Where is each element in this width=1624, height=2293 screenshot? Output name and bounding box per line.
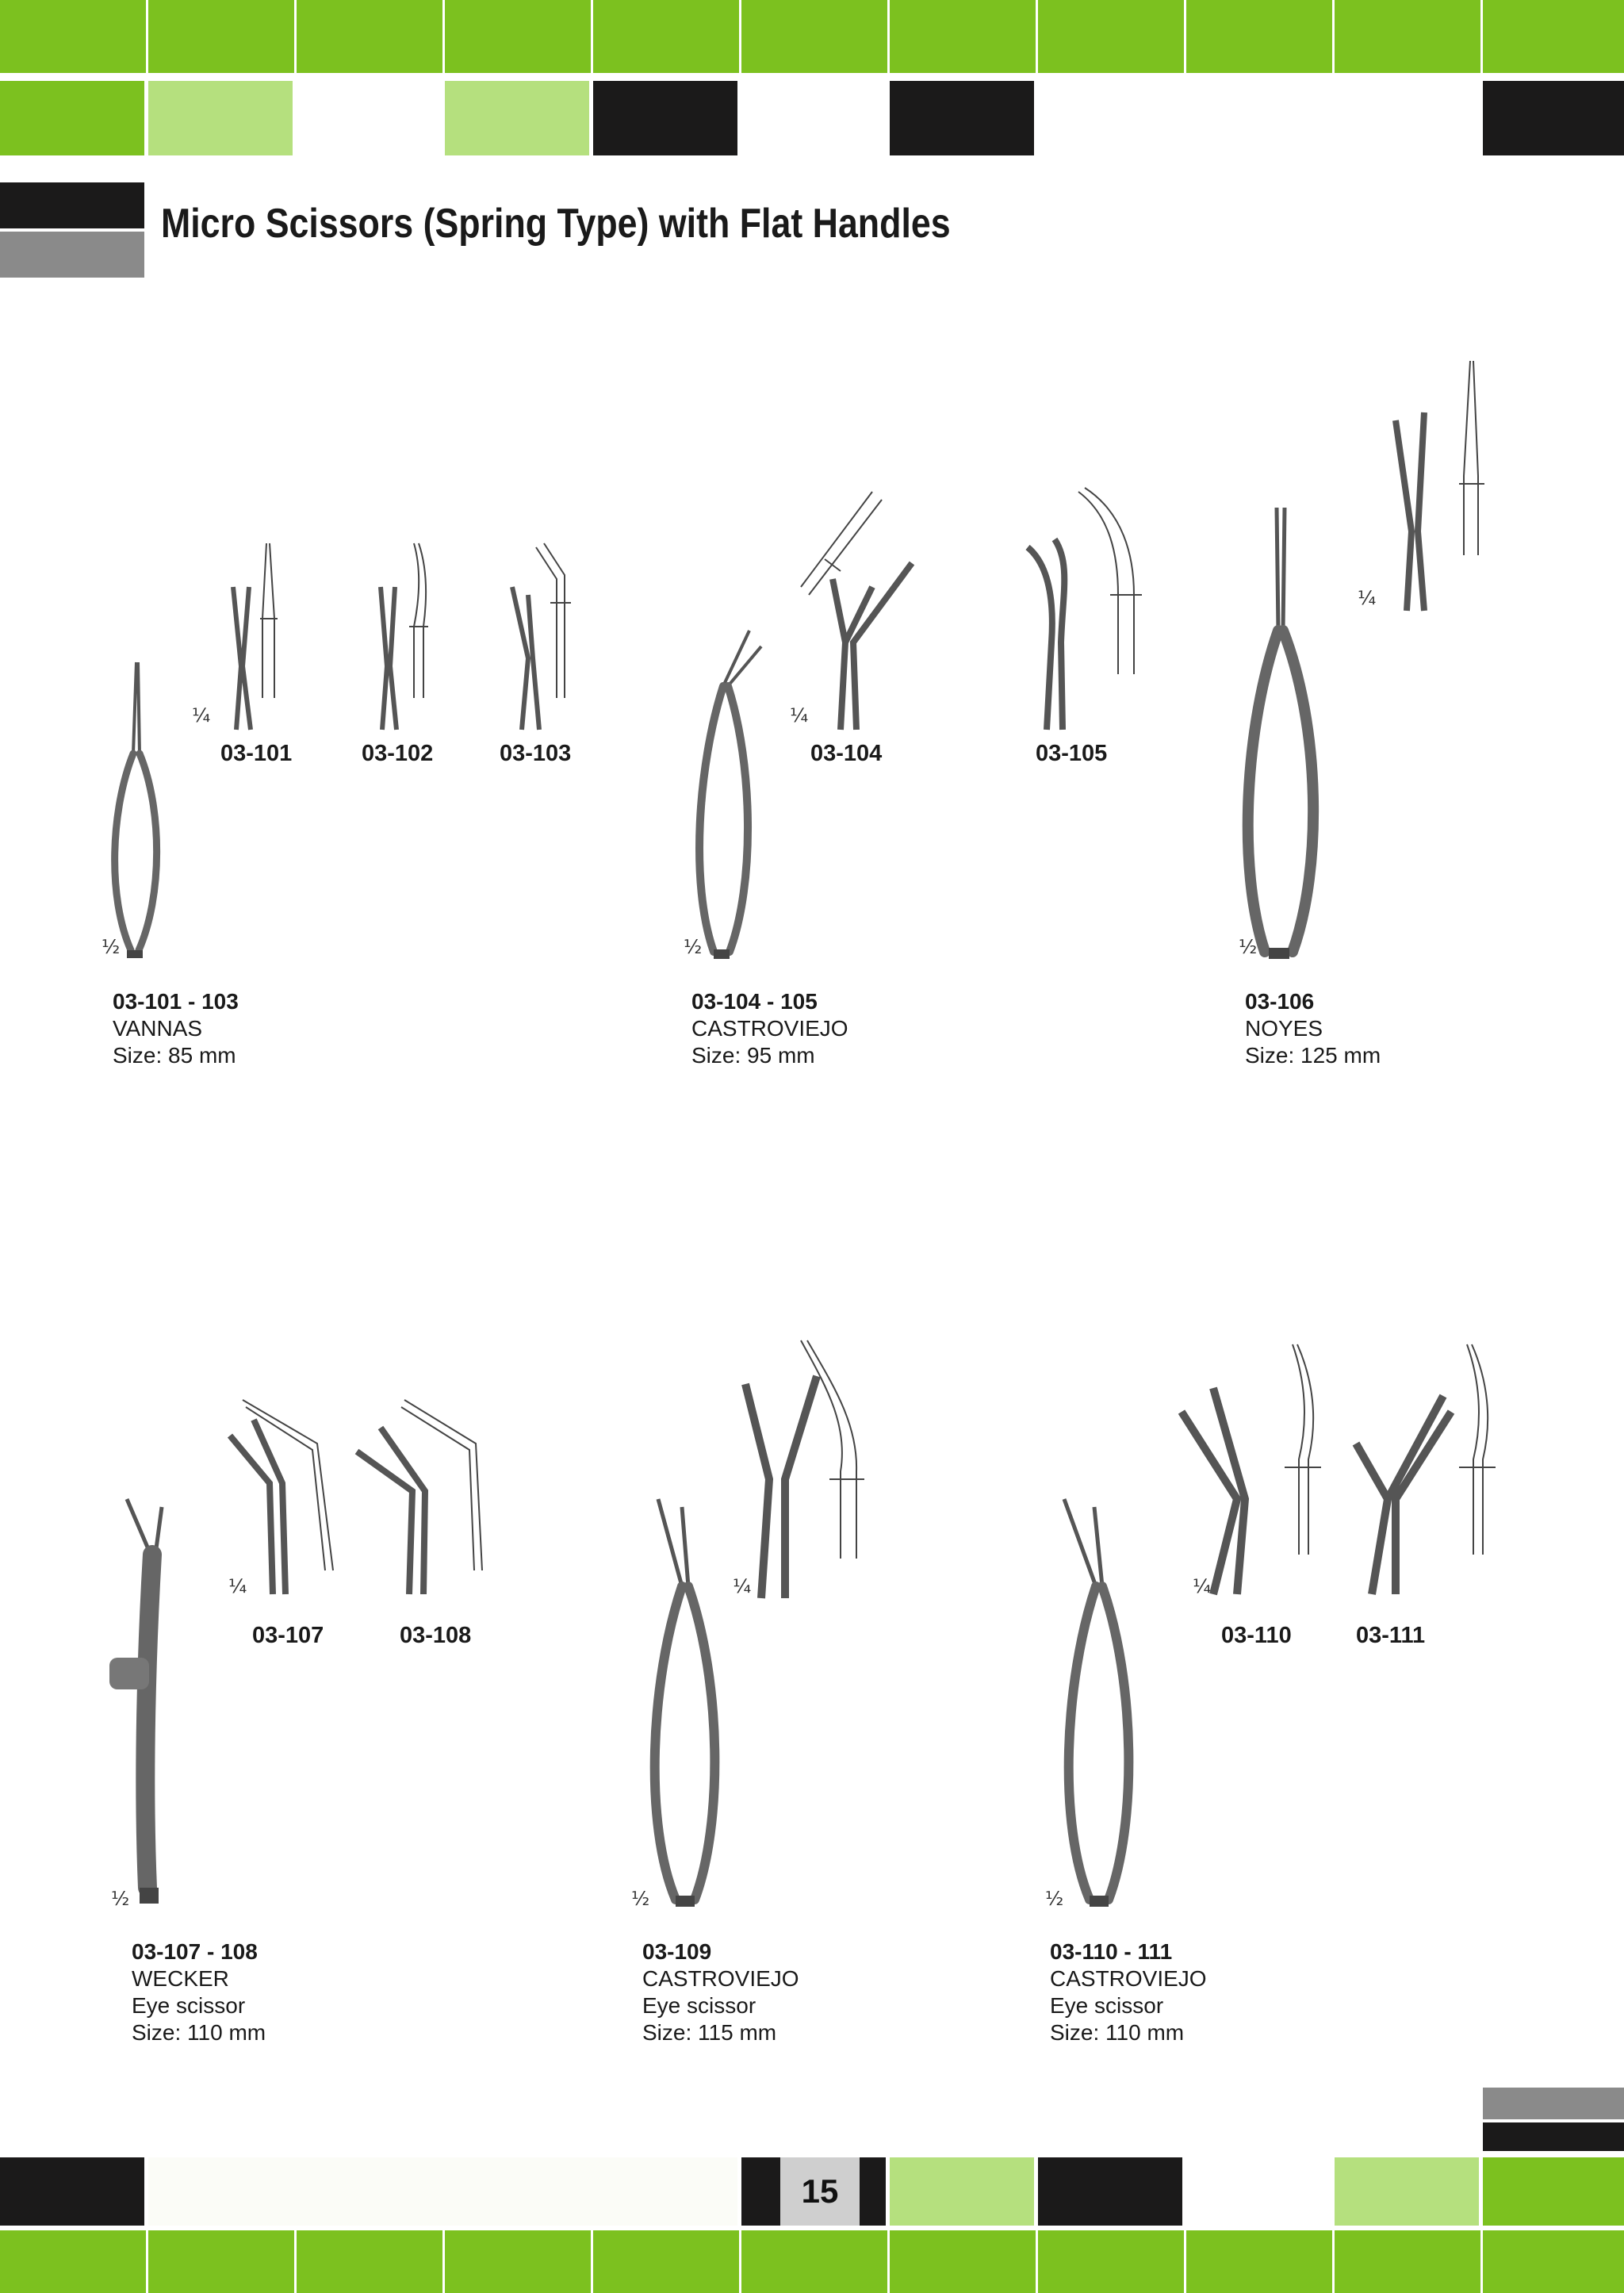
scale-detail-label: ¼ bbox=[1358, 587, 1377, 609]
product-size: Size: 125 mm bbox=[1245, 1043, 1381, 1068]
product-caption bbox=[642, 1938, 799, 2046]
tip-detail-straight-icon bbox=[1380, 357, 1499, 611]
variant-code: 03-110 bbox=[1221, 1623, 1292, 1648]
product-type: Eye scissor bbox=[1050, 1993, 1164, 2018]
tip-detail-angled-icon bbox=[214, 1396, 341, 1602]
product-size: Size: 85 mm bbox=[113, 1043, 236, 1068]
scale-detail-label: ¼ bbox=[192, 704, 211, 727]
scissors-illustration-icon bbox=[1229, 504, 1332, 964]
product-name: NOYES bbox=[1245, 1016, 1323, 1041]
scissors-illustration-icon bbox=[634, 1491, 737, 1911]
scale-main-label: ½ bbox=[1045, 1888, 1064, 1910]
variant-code: 03-103 bbox=[500, 741, 572, 766]
variant-code: 03-102 bbox=[362, 741, 434, 766]
product-name: WECKER bbox=[132, 1966, 229, 1991]
variant-code: 03-104 bbox=[810, 741, 883, 766]
product-size: Size: 110 mm bbox=[1050, 2020, 1185, 2045]
scale-main-label: ½ bbox=[111, 1888, 130, 1910]
tip-detail-angled-icon bbox=[793, 484, 920, 730]
product-size: Size: 110 mm bbox=[132, 2020, 266, 2045]
variant-code: 03-107 bbox=[252, 1623, 324, 1648]
product-caption bbox=[1245, 988, 1381, 1069]
product-name: CASTROVIEJO bbox=[1050, 1966, 1207, 1991]
tip-detail-straight-icon bbox=[219, 539, 290, 730]
product-code: 03-104 - 105 bbox=[691, 989, 818, 1014]
product-code: 03-106 bbox=[1245, 989, 1315, 1014]
scissors-illustration-icon bbox=[682, 623, 769, 964]
product-caption bbox=[113, 988, 239, 1069]
product-name: CASTROVIEJO bbox=[642, 1966, 799, 1991]
tip-detail-angled-icon bbox=[504, 539, 576, 730]
scale-detail-label: ¼ bbox=[1193, 1575, 1212, 1597]
variant-code: 03-108 bbox=[400, 1623, 472, 1648]
product-code: 03-107 - 108 bbox=[132, 1939, 258, 1964]
scale-detail-label: ¼ bbox=[228, 1575, 247, 1597]
scale-main-label: ½ bbox=[102, 936, 121, 958]
variant-code: 03-101 bbox=[220, 741, 293, 766]
product-name: VANNAS bbox=[113, 1016, 203, 1041]
tip-detail-angled-icon bbox=[349, 1396, 492, 1602]
scale-detail-label: ¼ bbox=[733, 1575, 752, 1597]
product-size: Size: 95 mm bbox=[691, 1043, 815, 1068]
tip-detail-curved-icon bbox=[1023, 484, 1150, 730]
scale-main-label: ½ bbox=[1239, 936, 1258, 958]
scissors-illustration-icon bbox=[103, 658, 167, 960]
product-caption bbox=[132, 1938, 266, 2046]
scale-main-label: ½ bbox=[631, 1888, 650, 1910]
product-code: 03-109 bbox=[642, 1939, 712, 1964]
tip-detail-curved-icon bbox=[1348, 1340, 1499, 1594]
scissors-illustration-icon bbox=[1047, 1491, 1150, 1911]
product-size: Size: 115 mm bbox=[642, 2020, 777, 2045]
product-caption bbox=[691, 988, 848, 1069]
scissors-illustration-icon bbox=[103, 1491, 190, 1911]
tip-detail-curved-icon bbox=[737, 1336, 880, 1598]
tip-detail-curved-icon bbox=[366, 539, 438, 730]
scale-detail-label: ¼ bbox=[790, 704, 809, 727]
scale-main-label: ½ bbox=[684, 936, 703, 958]
variant-code: 03-111 bbox=[1356, 1623, 1426, 1648]
page-number: 15 bbox=[801, 2172, 839, 2210]
variant-code: 03-105 bbox=[1036, 741, 1108, 766]
product-code: 03-110 - 111 bbox=[1050, 1939, 1173, 1964]
product-type: Eye scissor bbox=[642, 1993, 756, 2018]
product-type: Eye scissor bbox=[132, 1993, 246, 2018]
product-name: CASTROVIEJO bbox=[691, 1016, 848, 1041]
product-code: 03-101 - 103 bbox=[113, 989, 239, 1014]
product-caption bbox=[1050, 1938, 1207, 2046]
page-title: Micro Scissors (Spring Type) with Flat Handles bbox=[161, 201, 951, 247]
tip-detail-curved-icon bbox=[1174, 1340, 1332, 1594]
